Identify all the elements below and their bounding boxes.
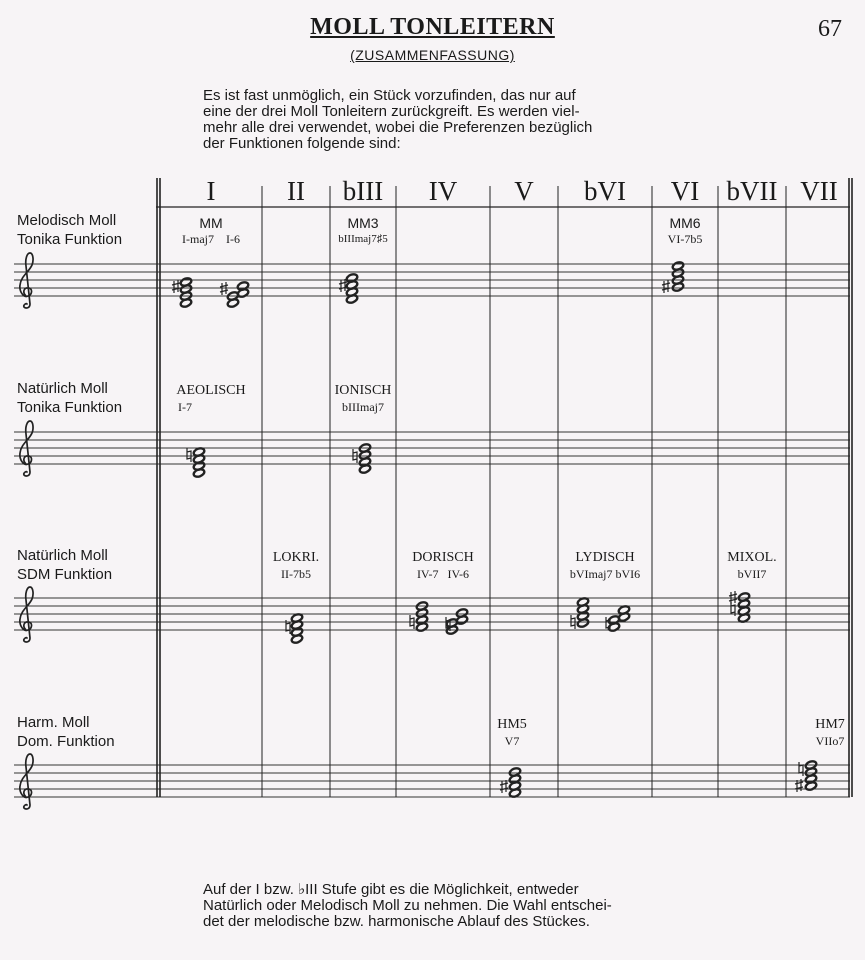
scale-name: AEOLISCH (176, 383, 246, 398)
staff-2 (14, 432, 850, 464)
chord-notation-bIIImaj7 (339, 273, 358, 304)
footer-paragraph (203, 882, 723, 930)
chord-symbol: I-7 (178, 400, 192, 414)
chord-notation-I-maj7 (172, 277, 192, 308)
staff-3 (14, 598, 850, 630)
scale-name: IONISCH (334, 383, 392, 398)
row-label-line: Tonika Funktion (17, 231, 123, 248)
chord-notation-bVII7 (729, 591, 750, 623)
chord-symbol: V7 (504, 734, 520, 748)
degree-header-II: II (287, 176, 305, 206)
scale-name: MM3 (347, 215, 379, 231)
degree-header-I: I (206, 176, 216, 206)
chord-symbol: bVII7 (737, 567, 767, 581)
scale-name: MM6 (669, 215, 701, 231)
chord-symbol: I-6 (226, 232, 240, 246)
scale-name: DORISCH (412, 550, 474, 565)
chord-notation-II-7b5 (286, 613, 303, 644)
degree-header-bVII: bVII (726, 176, 778, 206)
chord-notation-V7 (500, 767, 521, 798)
row-label-line: Tonika Funktion (17, 399, 123, 416)
page-subtitle: (ZUSAMMENFASSUNG) (350, 47, 515, 63)
row-label-line: Natürlich Moll (17, 547, 108, 564)
chord-symbol: VI-7b5 (667, 232, 703, 246)
row-label-line: Natürlich Moll (17, 380, 108, 397)
chord-symbol: bIIImaj7 (342, 400, 384, 414)
footer-line: Auf der I bzw. ♭III Stufe gibt es die Möglichkeit, entweder (203, 881, 579, 898)
page-number: 67 (818, 16, 842, 42)
scale-name: MIXOL. (727, 550, 777, 565)
row-label-line: Harm. Moll (17, 714, 90, 731)
intro-line: der Funktionen folgende sind: (203, 135, 401, 152)
degree-header-bIII: bIII (342, 176, 384, 206)
chord-notation-I-7 (187, 447, 205, 478)
chord-notation-bVI6 (606, 605, 630, 632)
footer-line: det der melodische bzw. harmonische Ablauf des Stückes. (203, 913, 590, 930)
chord-notation-bVImaj7 (571, 597, 589, 629)
row-label-line: Dom. Funktion (17, 733, 115, 750)
intro-line: mehr alle drei verwendet, wobei die Preferenzen bezüglich (203, 119, 593, 136)
chord-symbol: bIIImaj7♯5 (338, 233, 388, 245)
chord-symbol: I-maj7 (182, 232, 214, 246)
scale-name: HM7 (815, 717, 845, 732)
chord-symbol: IV-7 (416, 567, 439, 581)
scale-name: HM5 (497, 717, 527, 732)
degree-header-bVI: bVI (584, 176, 626, 206)
chord-symbol: bVI6 (615, 567, 641, 581)
chord-notation-I-6 (220, 281, 249, 308)
intro-line: eine der drei Moll Tonleitern zurückgreift. Es werden viel- (203, 103, 580, 120)
intro-line: Es ist fast unmöglich, ein Stück vorzufinden, das nur auf (203, 87, 576, 104)
row-label-line: Melodisch Moll (17, 212, 117, 229)
degree-header-VI: VI (670, 176, 700, 206)
page-title: MOLL TONLEITERN (310, 14, 555, 40)
degree-header-V: V (514, 176, 534, 206)
row-label-line: SDM Funktion (17, 566, 113, 583)
scale-name: LOKRI. (272, 550, 320, 565)
chord-symbol: II-7b5 (281, 567, 311, 581)
degree-header-VII: VII (800, 176, 838, 206)
chord-symbol: IV-6 (447, 567, 470, 581)
scale-name: LYDISCH (575, 550, 635, 565)
scale-name: MM (199, 215, 223, 231)
column-dividers (157, 178, 852, 797)
chord-symbol: VIIo7 (815, 734, 845, 748)
staff-1 (14, 264, 850, 296)
footer-line: Natürlich oder Melodisch Moll zu nehmen. Die Wahl entschei- (203, 897, 612, 914)
staff-4 (14, 765, 850, 797)
degree-header-IV: IV (428, 176, 458, 206)
chord-symbol: bVImaj7 (569, 567, 613, 581)
chord-notation-IV-6 (446, 608, 469, 635)
